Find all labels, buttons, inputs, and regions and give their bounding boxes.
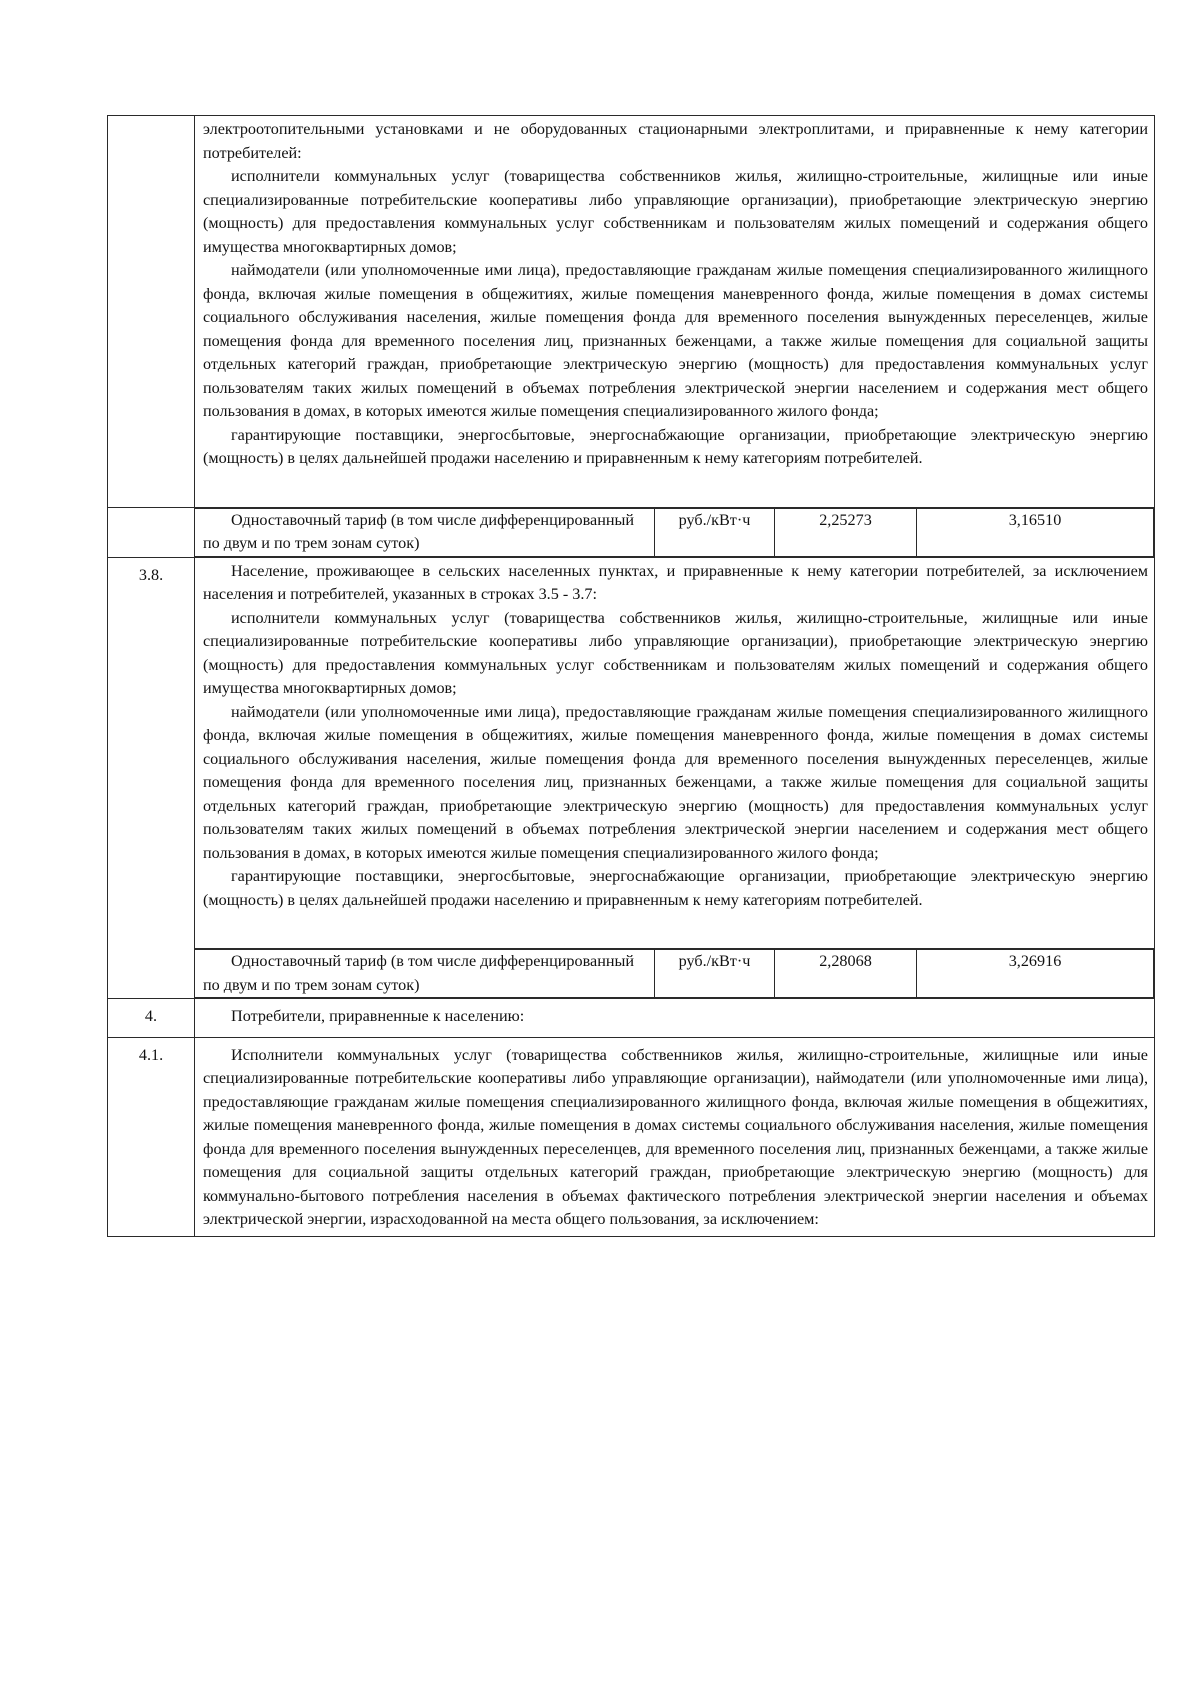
paragraph: наймодатели (или уполномоченные ими лица), предоставляющие гражданам жилые помещения специализированного жилищного фонда, включая жилые помещения в общежитиях, жилые помещения маневренного фонда, жилые помещения в домах системы социального обслуживания населения, жилые помещения фонда для временного поселения вынужденных переселенцев, жилые помещения фонда для временного поселения лиц, признанных беженцами, а также жилые помещения для социальной защиты отдельных категорий граждан, приобретающие электрическую энергию (мощность) для предоставления коммунальных услуг пользователям таких жилых помещений в объемах потребления электрической энергии населением и содержания мест общего пользования в домах, в которых имеются жилые помещения специализированного жилого фонда;: [203, 261, 1148, 420]
row-description: [195, 999, 1154, 1037]
row-content: [195, 1037, 1155, 1236]
tariff-row: [108, 507, 1155, 557]
tariff-cells: [195, 507, 1155, 557]
paragraph: гарантирующие поставщики, энергосбытовые, энергоснабжающие организации, приобретающие электрическую энергию (мощность) в целях дальнейшей продажи населению и приравненным к нему категориям потребителей.: [203, 425, 1148, 467]
row-content: [195, 999, 1155, 1038]
paragraph: наймодатели (или уполномоченные ими лица), предоставляющие гражданам жилые помещения специализированного жилищного фонда, включая жилые помещения в общежитиях, жилые помещения маневренного фонда, жилые помещения в домах системы социального обслуживания населения, жилые помещения фонда для временного поселения вынужденных переселенцев, жилые помещения фонда для временного поселения лиц, признанных беженцами, а также жилые помещения для социальной защиты отдельных категорий граждан, приобретающие электрическую энергию (мощность) для предоставления коммунальных услуг пользователям таких жилых помещений в объемах потребления электрической энергии населением и содержания мест общего пользования в домах, в которых имеются жилые помещения специализированного жилого фонда;: [203, 702, 1148, 862]
paragraph: исполнители коммунальных услуг (товарищества собственников жилья, жилищно-строительные, жилищные или иные специализированные потребительские кооперативы либо управляющие организации), приобретающие электрическую энергию (мощность) для предоставления коммунальных услуг собственникам и пользователям жилых помещений и содержания общего имущества многоквартирных домов;: [203, 608, 1148, 697]
tariff-value-2: 3,26916: [917, 950, 1154, 998]
tariff-table: [107, 115, 1155, 1237]
paragraph: исполнители коммунальных услуг (товарищества собственников жилья, жилищно-строительные, жилищные или иные специализированные потребительские кооперативы либо управляющие организации), приобретающие электрическую энергию (мощность) для предоставления коммунальных услуг собственникам и пользователям жилых помещений и содержания общего имущества многоквартирных домов;: [203, 167, 1148, 256]
row-number: 4.: [108, 999, 195, 1038]
paragraph: Потребители, приравненные к населению:: [231, 1007, 525, 1025]
row-number: 3.8.: [108, 557, 195, 999]
tariff-value-1: 2,25273: [775, 508, 917, 556]
table-row-3-8: [108, 557, 1155, 949]
tariff-cells: [195, 949, 1155, 999]
tariff-value-2: 3,16510: [917, 508, 1154, 556]
tariff-name: Одноставочный тариф (в том числе дифференцированный по двум и по трем зонам суток): [195, 508, 655, 556]
paragraph: гарантирующие поставщики, энергосбытовые, энергоснабжающие организации, приобретающие электрическую энергию (мощность) в целях дальнейшей продажи населению и приравненным к нему категориям потребителей.: [203, 867, 1148, 909]
row-description: [195, 1038, 1154, 1236]
paragraph: электроотопительными установками и не оборудованных стационарными электроплитами, и приравненные к нему категории потребителей:: [203, 120, 1148, 162]
row-description: [195, 558, 1154, 949]
tariff-unit: руб./кВт·ч: [655, 950, 775, 998]
row-number: 4.1.: [108, 1037, 195, 1236]
paragraph: Исполнители коммунальных услуг (товарищества собственников жилья, жилищно-строительные, жилищные или иные специализированные потребительские кооперативы либо управляющие организации), наймодатели (или уполномоченные ими лица), предоставляющие гражданам жилые помещения специализированного жилищного фонда, включая жилые помещения в общежитиях, жилые помещения маневренного фонда, жилые помещения в домах системы социального обслуживания населения, жилые помещения фонда для временного поселения вынужденных переселенцев, для временного поселения лиц, признанных беженцами, а также жилые помещения для социальной защиты отдельных категорий граждан, приобретающие электрическую энергию (мощность) для коммунально-бытового потребления населения в объемах фактического потребления электрической энергии населения и объемах электрической энергии, израсходованной на места общего пользования, за исключением:: [203, 1045, 1148, 1228]
row-content: [195, 116, 1155, 508]
tariff-row: [108, 949, 1155, 999]
row-number-empty: [108, 116, 195, 508]
row-description: [195, 116, 1154, 507]
table-row-4-1: [108, 1037, 1155, 1236]
table-row-4: [108, 999, 1155, 1038]
tariff-value-1: 2,28068: [775, 950, 917, 998]
tariff-unit: руб./кВт·ч: [655, 508, 775, 556]
paragraph: Население, проживающее в сельских населенных пунктах, и приравненные к нему категории потребителей, за исключением населения и потребителей, указанных в строках 3.5 - 3.7:: [203, 561, 1148, 603]
tariff-name: Одноставочный тариф (в том числе дифференцированный по двум и по трем зонам суток): [195, 950, 655, 998]
row-number-empty: [108, 507, 195, 557]
table-row-continued: [108, 116, 1155, 508]
row-content: [195, 557, 1155, 949]
